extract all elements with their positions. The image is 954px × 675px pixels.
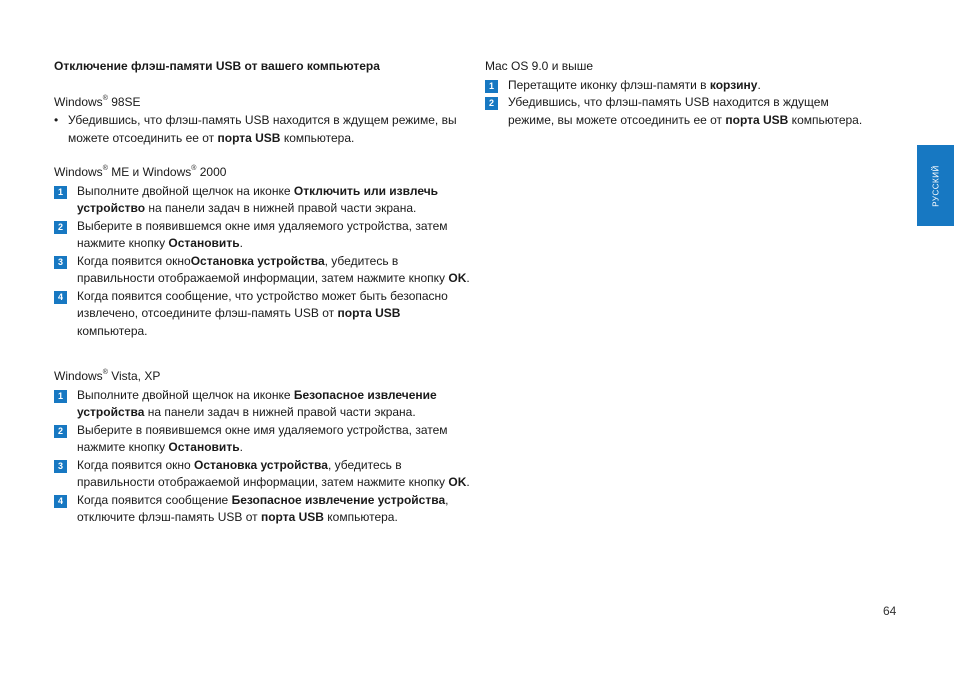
step-item: 1 Выполните двойной щелчок на иконке Безопасное извлечение устройства на панели задач в нижней правой части экрана. <box>54 387 474 422</box>
step-item: 3 Когда появится окно Остановка устройства, убедитесь в правильности отображаемой информации, затем нажмите кнопку OK. <box>54 457 474 492</box>
language-tab <box>917 145 954 226</box>
section-windows-vista-xp <box>54 368 474 527</box>
step-number-badge: 2 <box>485 97 498 110</box>
step-number-badge: 1 <box>54 390 67 403</box>
step-number-badge: 2 <box>54 425 67 438</box>
step-item: 2 Выберите в появившемся окне имя удаляемого устройства, затем нажмите кнопку Остановить. <box>54 218 474 253</box>
section-windows-me-2000 <box>54 164 474 340</box>
section-mac-os <box>485 58 865 129</box>
step-item: 1 Выполните двойной щелчок на иконке Отключить или извлечь устройство на панели задач в нижней правой части экрана. <box>54 183 474 218</box>
step-item: 2 Выберите в появившемся окне имя удаляемого устройства, затем нажмите кнопку Остановить. <box>54 422 474 457</box>
step-item: 1 Перетащите иконку флэш-памяти в корзину. <box>485 77 865 95</box>
step-number-badge: 1 <box>54 186 67 199</box>
step-number-badge: 4 <box>54 495 67 508</box>
step-number-badge: 3 <box>54 256 67 269</box>
bullet-dot: • <box>54 113 59 127</box>
page-title: Отключение флэш-памяти USB от вашего компьютера <box>54 59 380 73</box>
bullet-item: • Убедившись, что флэш-память USB находится в ждущем режиме, вы можете отсоединить ее от порта USB компьютера. <box>54 113 457 145</box>
right-column <box>485 58 865 146</box>
step-item: 2 Убедившись, что флэш-память USB находится в ждущем режиме, вы можете отсоединить ее от порта USB компьютера. <box>485 94 865 129</box>
step-item: 3 Когда появится окноОстановка устройства, убедитесь в правильности отображаемой информации, затем нажмите кнопку OK. <box>54 253 474 288</box>
section-heading: Mac OS 9.0 и выше <box>485 59 594 73</box>
step-number-badge: 3 <box>54 460 67 473</box>
page-number: 64 <box>883 604 897 618</box>
language-tab-label: РУССКИЙ <box>930 164 940 207</box>
step-number-badge: 2 <box>54 221 67 234</box>
section-heading: Windows® Vista, XP <box>54 369 161 383</box>
step-item: 4 Когда появится сообщение Безопасное извлечение устройства, отключите флэш-память USB от порта USB компьютера. <box>54 492 474 527</box>
step-item: 4 Когда появится сообщение, что устройство может быть безопасно извлечено, отсоедините флэш-память USB от порта USB компьютера. <box>54 288 474 341</box>
section-windows-98se <box>54 94 474 148</box>
section-heading: Windows® 98SE <box>54 94 141 109</box>
left-column <box>54 58 474 544</box>
section-heading: Windows® ME и Windows® 2000 <box>54 165 227 179</box>
step-number-badge: 4 <box>54 291 67 304</box>
step-number-badge: 1 <box>485 80 498 93</box>
